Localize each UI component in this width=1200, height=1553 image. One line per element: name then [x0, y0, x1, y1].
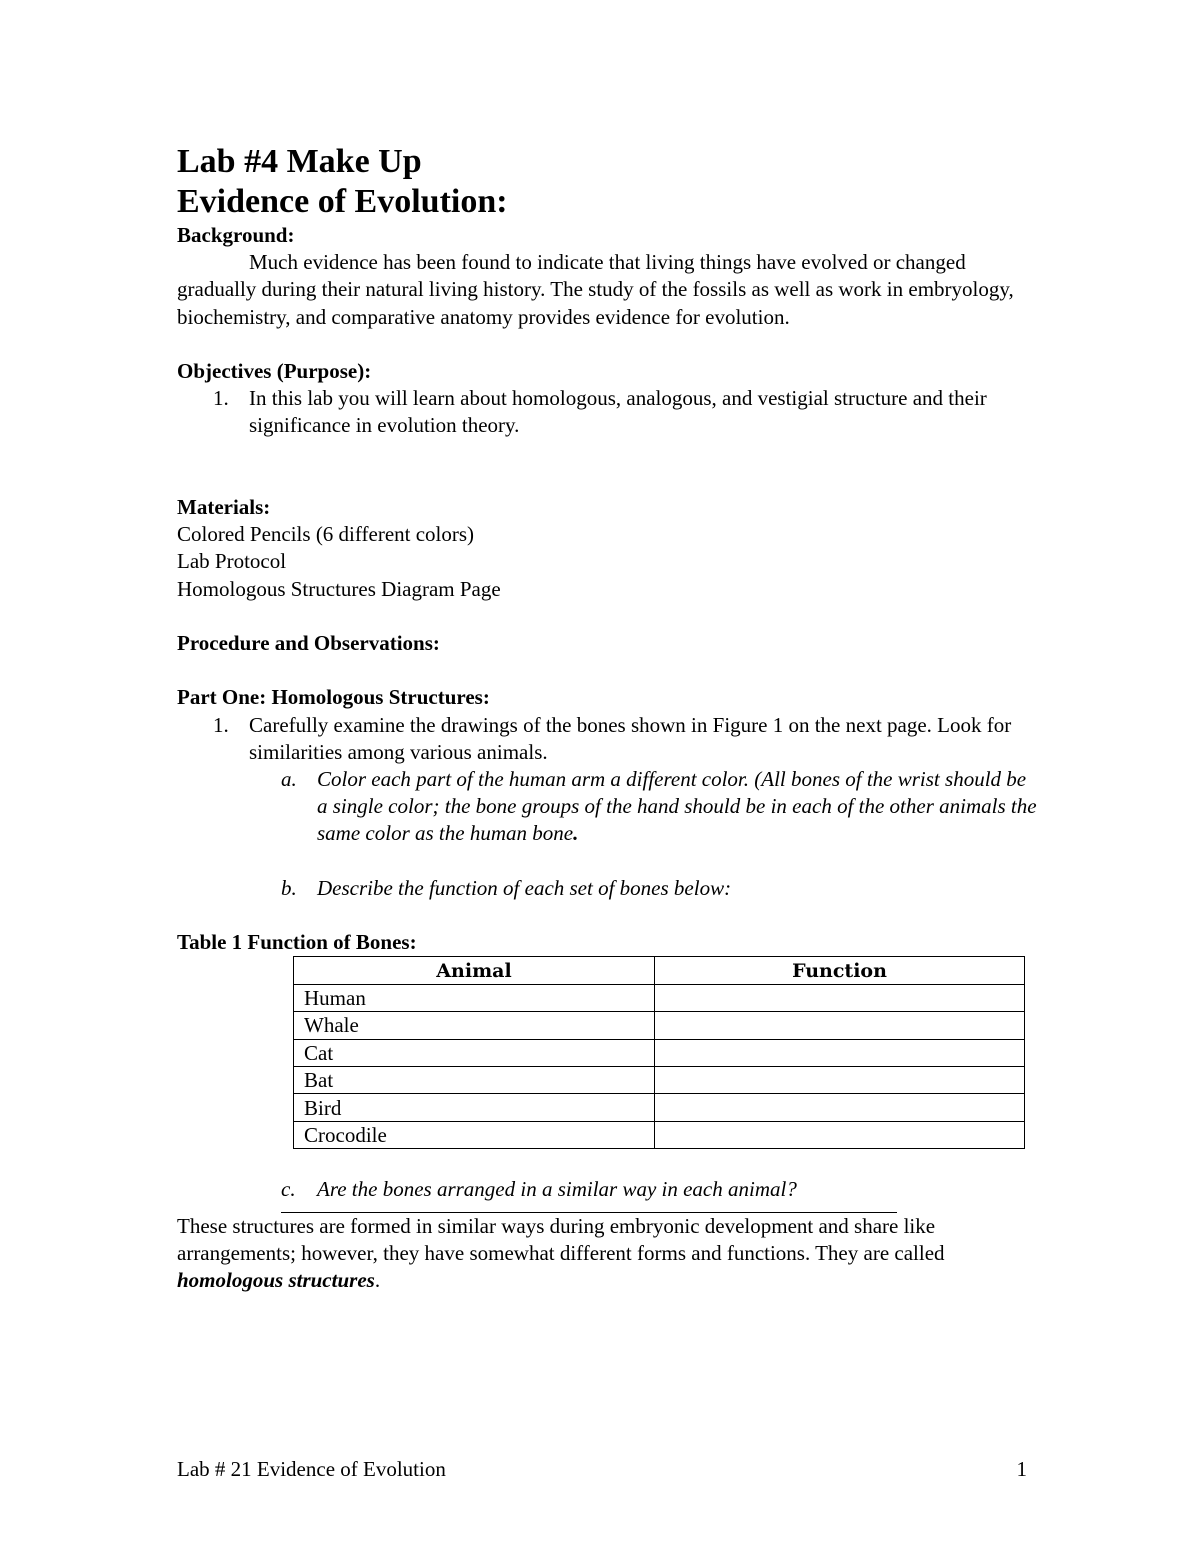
step-number: 1.	[213, 712, 229, 737]
background-heading: Background:	[177, 223, 295, 247]
animal-cell: Cat	[294, 1039, 655, 1066]
function-cell[interactable]	[655, 1039, 1025, 1066]
objective-item	[177, 385, 1037, 439]
substep-c-text: Are the bones arranged in a similar way in each animal?	[317, 1177, 797, 1202]
substep-a-label: a.	[281, 766, 297, 791]
function-cell[interactable]	[655, 984, 1025, 1011]
substep-b-text: Describe the function of each set of bones below:	[317, 875, 732, 900]
function-cell[interactable]	[655, 1066, 1025, 1093]
table-row	[294, 1012, 1025, 1039]
procedure-heading: Procedure and Observations:	[177, 630, 440, 655]
material-item: Colored Pencils (6 different colors)	[177, 522, 475, 547]
animal-cell: Crocodile	[294, 1121, 655, 1148]
function-cell[interactable]	[655, 1121, 1025, 1148]
table-caption: Table 1 Function of Bones:	[177, 930, 417, 955]
table-row	[294, 1121, 1025, 1148]
conclusion-paragraph	[177, 1213, 1037, 1295]
substep-a-text: Color each part of the human arm a different color. (All bones of the wrist should be a single color; the bone groups of the hand should be in each of the other animals the same color as the human bone	[317, 766, 1037, 846]
table-row	[294, 984, 1025, 1011]
objectives-heading: Objectives (Purpose):	[177, 359, 372, 383]
substep-c	[281, 1176, 1037, 1203]
page-title: Lab #4 Make Up	[177, 143, 422, 180]
substep-b	[281, 875, 1037, 902]
function-of-bones-table	[293, 956, 1025, 1149]
conclusion-period: .	[374, 1267, 381, 1292]
page-subtitle: Evidence of Evolution:	[177, 183, 508, 220]
substep-b-label: b.	[281, 875, 297, 900]
animal-cell: Human	[294, 984, 655, 1011]
background-text: Much evidence has been found to indicate that living things have evolved or changed gradually during their natural living history. The study of the fossils as well as work in embryology, biochemistry, and comparative anatomy provides evidence for evolution.	[177, 250, 1014, 329]
step-text: Carefully examine the drawings of the bones shown in Figure 1 on the next page. Look for similarities among various animals.	[249, 712, 1012, 764]
table-row	[294, 1094, 1025, 1121]
document-body	[177, 142, 1037, 1294]
animal-cell: Bird	[294, 1094, 655, 1121]
column-header-animal: Animal	[294, 957, 655, 984]
substep-c-label: c.	[281, 1177, 296, 1202]
animal-cell: Bat	[294, 1066, 655, 1093]
answer-line[interactable]	[281, 1204, 897, 1213]
table-row	[294, 1066, 1025, 1093]
materials-heading: Materials:	[177, 494, 271, 519]
conclusion-text: These structures are formed in similar ways during embryonic development and share like arrangements; however, they have somewhat different forms and functions. They are called	[177, 1213, 945, 1265]
page-footer	[177, 1456, 1027, 1483]
footer-title: Lab # 21 Evidence of Evolution	[177, 1457, 446, 1481]
function-cell[interactable]	[655, 1012, 1025, 1039]
objective-number: 1.	[213, 386, 229, 411]
column-header-function: Function	[655, 957, 1025, 984]
part-one-heading: Part One: Homologous Structures:	[177, 685, 490, 710]
table-header-row	[294, 957, 1025, 984]
function-cell[interactable]	[655, 1094, 1025, 1121]
objective-text: In this lab you will learn about homologous, analogous, and vestigial structure and their significance in evolution theory.	[249, 386, 987, 438]
animal-cell: Whale	[294, 1012, 655, 1039]
procedure-step	[177, 712, 1037, 766]
table-row	[294, 1039, 1025, 1066]
substep-a	[281, 766, 1037, 848]
material-item: Homologous Structures Diagram Page	[177, 576, 501, 601]
page-number: 1	[1016, 1457, 1027, 1481]
substep-a-period: .	[573, 821, 579, 846]
material-item: Lab Protocol	[177, 549, 287, 574]
conclusion-emphasis: homologous structures	[177, 1267, 375, 1292]
